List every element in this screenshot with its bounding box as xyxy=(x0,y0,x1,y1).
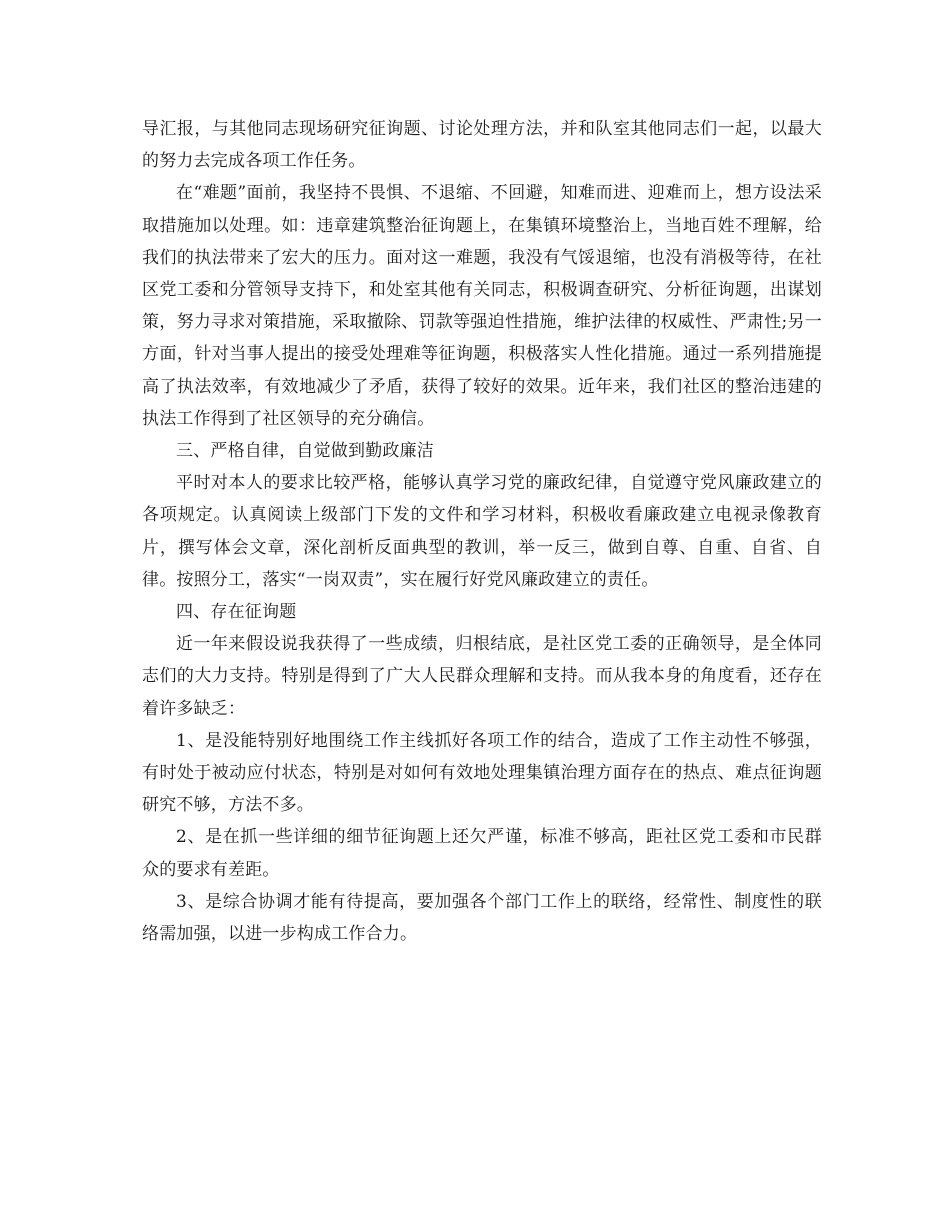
paragraph-integrity: 平时对本人的要求比较严格，能够认真学习党的廉政纪律，自觉遵守党风廉政建立的各项规定。认真阅读上级部门下发的文件和学习材料，积极收看廉政建立电视录像教育片，撰写体会文章，深化剖析反面典型的教训，举一反三，做到自尊、自重、自省、自律。按照分工，落实“一岗双责”，实在履行好党风廉政建立的责任。 xyxy=(142,473,822,590)
section-heading-self-discipline: 三、严格自律，自觉做到勤政廉洁 xyxy=(176,441,434,462)
paragraph-problems-intro: 近一年来假设说我获得了一些成绩，归根结底，是社区党工委的正确领导，是全体同志们的大力支持。特别是得到了广大人民群众理解和支持。而从我本身的角度看，还存在着许多缺乏： xyxy=(142,634,822,719)
paragraph-continuation: 导汇报，与其他同志现场研究征询题、讨论处理方法，并和队室其他同志们一起，以最大的努力去完成各项工作任务。 xyxy=(142,119,822,172)
document-body xyxy=(142,113,822,950)
section-heading-problems: 四、存在征询题 xyxy=(176,602,297,623)
list-item-problem-2: 2、是在抓一些详细的细节征询题上还欠严谨，标准不够高，距社区党工委和市民群众的要求有差距。 xyxy=(142,827,822,880)
list-item-problem-3: 3、是综合协调才能有待提高，要加强各个部门工作上的联络，经常性、制度性的联络需加强，以进一步构成工作合力。 xyxy=(142,891,822,945)
list-item-problem-1: 1、是没能特别好地围绕工作主线抓好各项工作的结合，造成了工作主动性不够强，有时处于被动应付状态，特别是对如何有效地处理集镇治理方面存在的热点、难点征询题研究不够，方法不多。 xyxy=(142,730,822,816)
paragraph-difficulty: 在“难题”面前，我坚持不畏惧、不退缩、不回避，知难而进、迎难而上，想方设法采取措施加以处理。如：违章建筑整治征询题上，在集镇环境整治上，当地百姓不理解，给我们的执法带来了宏大的压力。面对这一难题，我没有气馁退缩，也没有消极等待，在社区党工委和分管领导支持下，和处室其他有关同志，积极调查研究、分析征询题，出谋划策，努力寻求对策措施，采取撤除、罚款等强迫性措施，维护法律的权威性、严肃性;另一方面，针对当事人提出的接受处理难等征询题，积极落实人性化措施。通过一系列措施提高了执法效率，有效地减少了矛盾，获得了较好的效果。近年来，我们社区的整治违建的执法工作得到了社区领导的充分确信。 xyxy=(142,183,822,429)
